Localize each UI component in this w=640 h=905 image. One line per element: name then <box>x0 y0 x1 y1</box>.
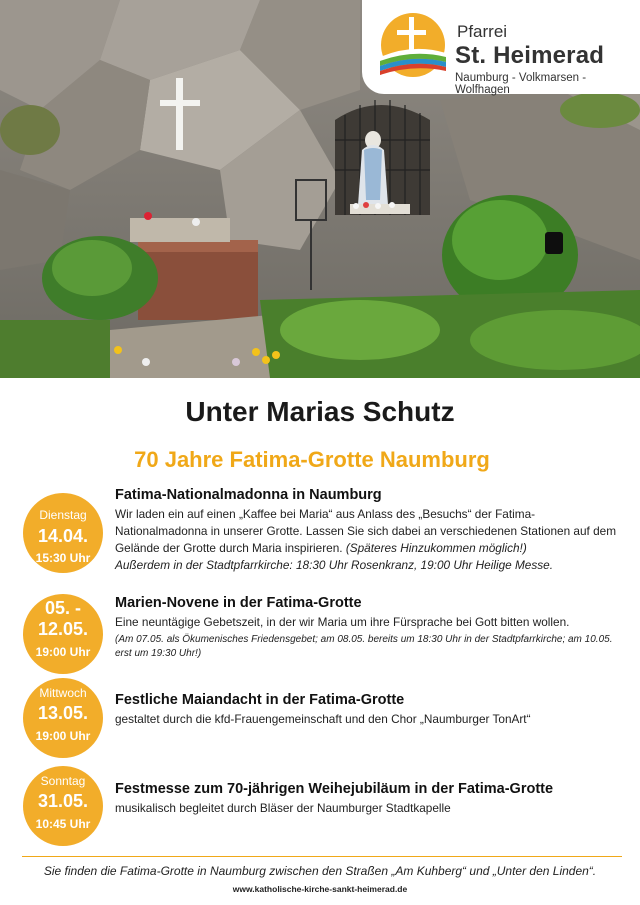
event-body: musikalisch begleitet durch Bläser der Naumburger Stadtkapelle <box>115 801 451 815</box>
page-subtitle: 70 Jahre Fatima-Grotte Naumburg <box>134 447 490 472</box>
event-body: gestaltet durch die kfd-Frauengemeinschaft und den Chor „Naumburger TonArt“ <box>115 712 531 726</box>
parish-logo-icon <box>378 13 448 79</box>
event-body: Wir laden ein auf einen „Kaffee bei Maria“ aus Anlass des „Besuchs“ der Fatima-Nationalmadonna in unserer Grotte. Lassen Sie sich dabei an verschiedenen Stationen auf dem Gelände der Grotte durch Maria inspirieren. <box>115 507 617 555</box>
event-heading: Fatima-Nationalmadonna in Naumburg <box>115 487 382 503</box>
footer-divider <box>22 856 622 857</box>
event-description <box>115 506 625 574</box>
date-badge <box>23 766 103 846</box>
badge-date: 31.05. <box>37 791 89 811</box>
event-text <box>115 692 625 728</box>
badge-time: 15:30 Uhr <box>35 551 91 565</box>
logo-line-name: St. Heimerad <box>455 42 605 69</box>
badge-time: 19:00 Uhr <box>35 729 91 743</box>
date-badge <box>23 678 103 758</box>
event-text <box>115 595 625 661</box>
footer-directions: Sie finden die Fatima-Grotte in Naumburg zwischen den Straßen „Am Kuhberg“ und „Unter den Linden“. <box>43 864 597 878</box>
badge-date: 14.04. <box>37 526 89 546</box>
footer-website: www.katholische-kirche-sankt-heimerad.de <box>232 884 408 894</box>
badge-weekday: Sonntag <box>40 774 86 788</box>
page-title: Unter Marias Schutz <box>185 396 455 427</box>
date-badge <box>23 493 103 573</box>
event-extra-note: Außerdem in der Stadtpfarrkirche: 18:30 Uhr Rosenkranz, 19:00 Uhr Heilige Messe. <box>115 558 553 572</box>
event-note: (Am 07.05. als Ökumenisches Friedensgebet; am 08.05. bereits um 18:30 Uhr in der Stadtpfarrkirche; am 10.05. erst um 19:30 Uhr!) <box>115 634 613 659</box>
badge-time: 19:00 Uhr <box>35 645 91 659</box>
badge-date: 13.05. <box>37 703 89 723</box>
badge-time: 10:45 Uhr <box>35 817 91 831</box>
logo-line-pfarrei: Pfarrei <box>457 22 508 41</box>
event-heading: Festliche Maiandacht in der Fatima-Grotte <box>115 692 405 708</box>
event-text <box>115 781 625 817</box>
badge-range-start: 05. - <box>44 598 82 618</box>
badge-date: 12.05. <box>37 619 89 639</box>
event-heading: Marien-Novene in der Fatima-Grotte <box>115 595 362 611</box>
logo-line-places: Naumburg - Volkmarsen - Wolfhagen <box>455 72 587 96</box>
event-text <box>115 487 625 574</box>
badge-weekday: Mittwoch <box>39 686 87 700</box>
date-badge <box>23 594 103 674</box>
event-body-note: (Späteres Hinzukommen möglich!) <box>345 541 527 555</box>
event-heading: Festmesse zum 70-jährigen Weihejubiläum in der Fatima-Grotte <box>115 781 554 797</box>
badge-weekday: Dienstag <box>39 508 87 522</box>
parish-logo <box>362 0 640 94</box>
event-body: Eine neuntägige Gebetszeit, in der wir Maria um ihre Fürsprache bei Gott bitten wollen. <box>115 615 570 629</box>
